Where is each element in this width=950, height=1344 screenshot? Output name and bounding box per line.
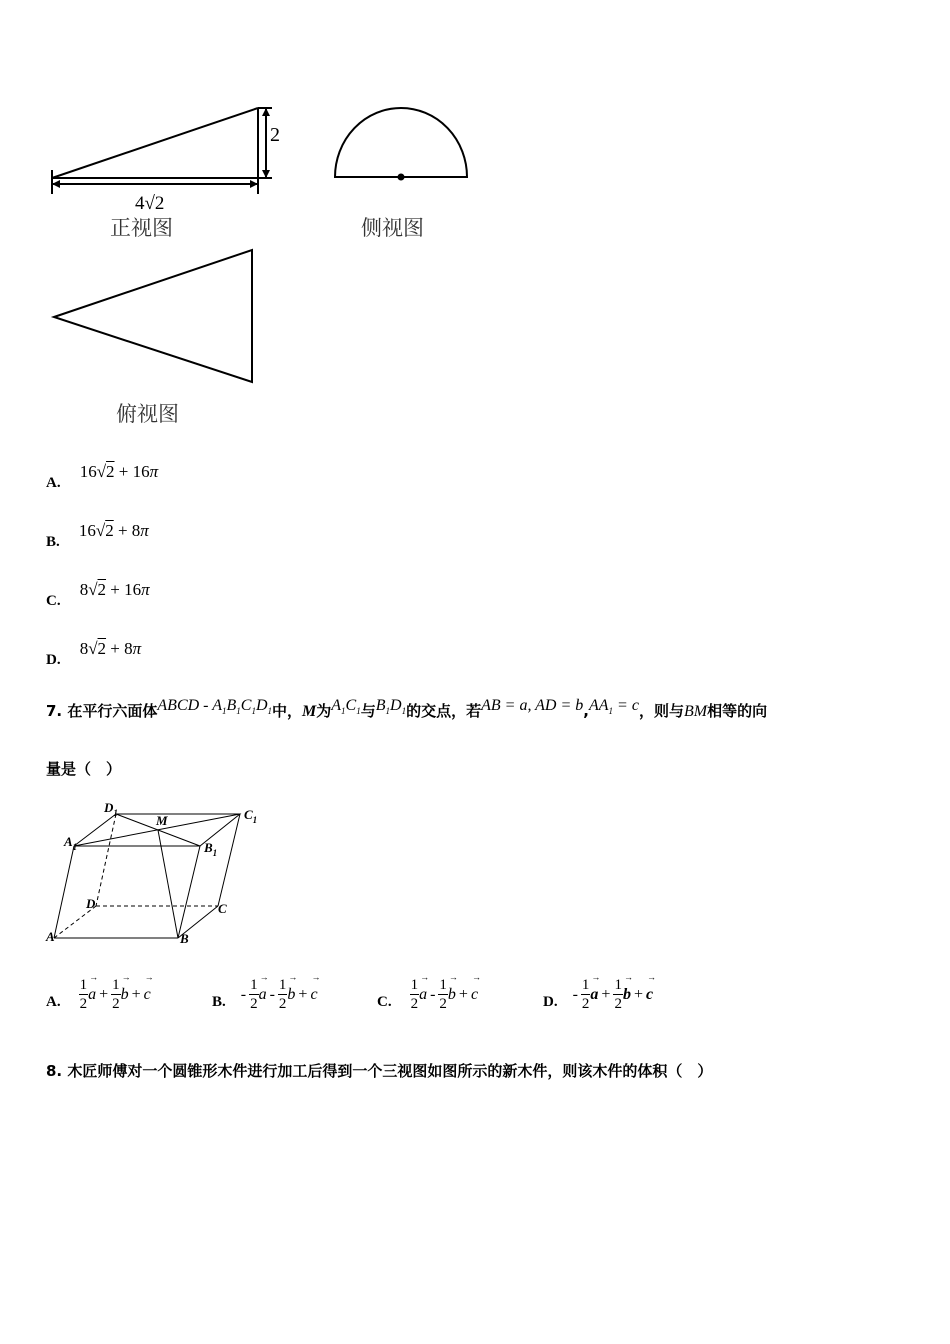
option-label: A. bbox=[46, 994, 61, 1010]
front-view-height-label: 2 bbox=[270, 124, 280, 146]
sign: - bbox=[240, 985, 247, 1003]
q7-option-a[interactable] bbox=[46, 976, 151, 1013]
coefficient: 8 bbox=[124, 639, 133, 658]
vector-b: → b bbox=[623, 986, 631, 1004]
front-view-caption: 正视图 bbox=[110, 216, 173, 240]
label-c1: $C_1$ bbox=[244, 807, 258, 825]
sign: - bbox=[430, 985, 436, 1003]
fraction-half: $\frac{1}{2}$ bbox=[79, 977, 88, 1012]
coefficient: 16 bbox=[78, 521, 96, 540]
q7-text: 的交点，若 bbox=[406, 702, 482, 720]
coefficient: 8 bbox=[79, 580, 89, 599]
front-view-base-label: 4√2 bbox=[135, 193, 165, 214]
coefficient: 16 bbox=[132, 462, 150, 481]
front-view-figure bbox=[44, 100, 304, 210]
q7-vector-conditions: AB = a, AD = b bbox=[481, 697, 584, 714]
sign: + bbox=[633, 985, 643, 1003]
side-view-caption: 侧视图 bbox=[361, 216, 424, 240]
q7-text: 在平行六面体 bbox=[67, 702, 158, 720]
sign: + bbox=[458, 985, 468, 1003]
fraction-half: $\frac{1}{2}$ bbox=[278, 977, 287, 1012]
q7-text: 中， bbox=[272, 702, 303, 720]
option-label: C. bbox=[377, 994, 392, 1010]
q7-vector-bm: BM bbox=[683, 703, 708, 720]
q7-option-c[interactable] bbox=[377, 976, 478, 1013]
vector-c: → c bbox=[471, 986, 478, 1004]
vector-a: → a bbox=[419, 986, 427, 1004]
option-expression: 8√2 + 8π bbox=[79, 639, 142, 658]
sign: - bbox=[269, 985, 275, 1003]
vector-b: → b bbox=[448, 986, 456, 1004]
fraction-half: $\frac{1}{2}$ bbox=[250, 977, 258, 1012]
q7-stem-line1: 7. 在平行六面体ABCD - $A_1B_1C_1D_1$中，M为$A_1C_1$与$B_1D_1$的交点，若AB = a, AD = $b,AA_1 = c$，则与BM相等的向 bbox=[46, 697, 768, 720]
q7-point-m: M bbox=[302, 703, 317, 720]
q7-vector-c: $AA_1 = c$ bbox=[588, 697, 639, 716]
vector-b: → b bbox=[121, 986, 129, 1004]
top-view-caption: 俯视图 bbox=[116, 402, 179, 426]
option-label: A. bbox=[46, 475, 61, 491]
fraction-half: $\frac{1}{2}$ bbox=[614, 977, 622, 1012]
vector-b: → b bbox=[287, 986, 295, 1004]
vector-a: → a bbox=[259, 986, 267, 1004]
option-label: D. bbox=[543, 994, 558, 1010]
top-view-figure bbox=[50, 248, 260, 398]
label-m: M bbox=[156, 813, 168, 828]
coefficient: 8 bbox=[79, 639, 89, 658]
q7-text: 为 bbox=[316, 702, 332, 720]
label-c: C bbox=[218, 901, 227, 916]
q7-diag1: $A_1C_1$ bbox=[331, 697, 361, 716]
sign: + bbox=[131, 985, 141, 1003]
option-expression: 16√2 + 8π bbox=[78, 521, 149, 540]
option-label: B. bbox=[46, 534, 60, 550]
option-expression: 8√2 + 16π bbox=[79, 580, 150, 599]
sign: - bbox=[572, 985, 578, 1003]
q7-parallelepiped-name: ABCD - $A_1B_1C_1D_1$ bbox=[157, 697, 272, 716]
vector-c: → c bbox=[646, 986, 653, 1004]
q6-option-c[interactable] bbox=[46, 580, 150, 609]
fraction-half: $\frac{1}{2}$ bbox=[112, 977, 120, 1012]
q8-stem bbox=[46, 1060, 712, 1081]
fraction-half: $\frac{1}{2}$ bbox=[581, 977, 590, 1012]
q8-text: 木匠师傅对一个圆锥形木件进行加工后得到一个三视图如图所示的新木件，则该木件的体积（ ） bbox=[67, 1062, 713, 1080]
vector-a: → a bbox=[88, 986, 96, 1004]
q7-option-b[interactable] bbox=[212, 976, 318, 1013]
coefficient: 8 bbox=[131, 521, 141, 540]
vector-c: → c bbox=[144, 986, 151, 1004]
q7-diag2: $B_1D_1$ bbox=[375, 697, 407, 716]
sign: + bbox=[298, 985, 308, 1003]
label-b1: $B_1$ bbox=[204, 840, 218, 858]
option-label: B. bbox=[212, 994, 226, 1010]
q7-option-d[interactable] bbox=[543, 976, 653, 1013]
q6-option-b[interactable] bbox=[46, 521, 149, 550]
coefficient: 16 bbox=[124, 580, 142, 599]
option-label: C. bbox=[46, 593, 61, 609]
q7-text: 与 bbox=[360, 702, 376, 720]
fraction-half: $\frac{1}{2}$ bbox=[439, 977, 447, 1012]
q7-number: 7. bbox=[46, 702, 63, 720]
vector-a: → a bbox=[590, 986, 598, 1004]
q6-option-a[interactable] bbox=[46, 462, 159, 491]
fraction-half: $\frac{1}{2}$ bbox=[410, 977, 419, 1012]
label-a: A bbox=[46, 929, 55, 944]
vector-c: → c bbox=[310, 986, 317, 1004]
q7-text: ，则与 bbox=[638, 702, 684, 720]
q7-text: 相等的向 bbox=[707, 702, 768, 720]
sign: + bbox=[99, 985, 109, 1003]
coefficient: 16 bbox=[79, 462, 97, 481]
q7-stem-line2: 量是（ ） bbox=[46, 760, 122, 778]
label-a1: $A_1$ bbox=[64, 834, 78, 852]
side-view-figure bbox=[333, 104, 473, 184]
sign: + bbox=[601, 985, 611, 1003]
q6-option-d[interactable] bbox=[46, 639, 142, 668]
label-d1: $D_1$ bbox=[104, 800, 118, 818]
q8-number: 8. bbox=[46, 1062, 63, 1080]
label-d: D bbox=[86, 896, 96, 911]
label-b: B bbox=[180, 931, 189, 946]
option-label: D. bbox=[46, 652, 61, 668]
option-expression: 16√2 + 16π bbox=[79, 462, 159, 481]
